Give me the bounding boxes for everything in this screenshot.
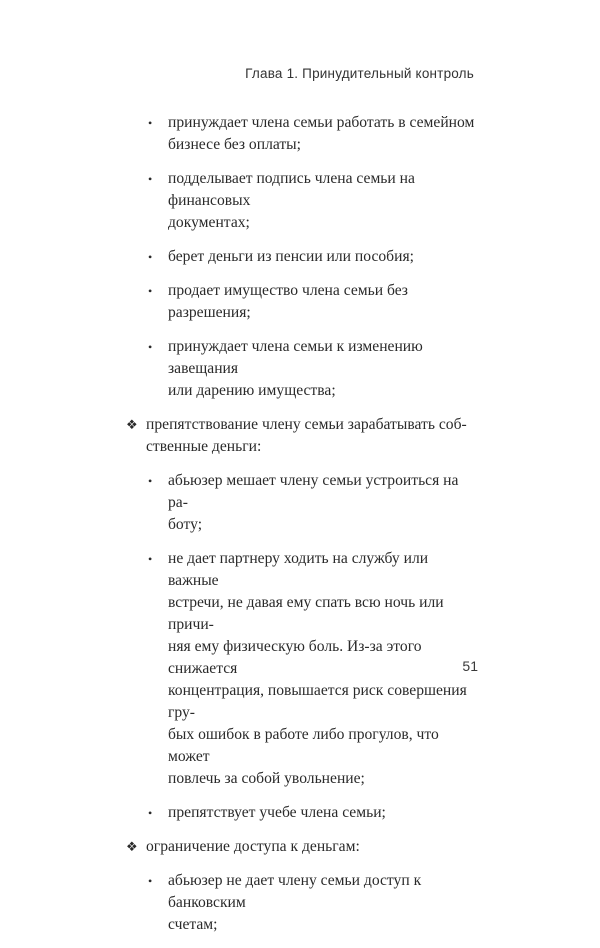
running-header: Глава 1. Принудительный контроль bbox=[245, 66, 474, 81]
list-item-line: подделывает подпись члена семьи на финансовых bbox=[168, 170, 415, 209]
bullet-marker: • bbox=[148, 552, 153, 566]
list-item-line: препятствует учебе члена семьи; bbox=[168, 804, 386, 821]
list-item-line: абьюзер мешает члену семьи устроиться на ра- bbox=[168, 472, 459, 511]
list-item-line: концентрация, повышается риск совершения гру- bbox=[168, 682, 467, 721]
list-item-top-level bbox=[126, 414, 478, 458]
list-item-line: бых ошибок в работе либо прогулов, что может bbox=[168, 726, 439, 765]
list-item-line: продает имущество члена семьи без разрешения; bbox=[168, 282, 408, 321]
list-item-top-level bbox=[126, 836, 478, 858]
list-item bbox=[148, 336, 478, 402]
list-item-line: бизнесе без оплаты; bbox=[168, 136, 301, 153]
bullet-marker: • bbox=[148, 806, 153, 820]
list-item-line: встречи, не давая ему спать всю ночь или причи- bbox=[168, 594, 444, 633]
list-item-line: счетам; bbox=[168, 916, 218, 933]
bullet-marker: • bbox=[148, 474, 153, 488]
bullet-marker: • bbox=[148, 116, 153, 130]
list-item bbox=[148, 548, 478, 790]
list-item-line: или дарению имущества; bbox=[168, 382, 336, 399]
list-item bbox=[148, 168, 478, 234]
list-item-line: документах; bbox=[168, 214, 250, 231]
list-item bbox=[148, 246, 478, 268]
diamond-bullet-icon: ❖ bbox=[126, 417, 138, 432]
list-item-line: повлечь за собой увольнение; bbox=[168, 770, 365, 787]
list-item bbox=[148, 112, 478, 156]
bullet-marker: • bbox=[148, 874, 153, 888]
list-item-line: берет деньги из пенсии или пособия; bbox=[168, 248, 414, 265]
page-number: 51 bbox=[462, 658, 478, 674]
list-item bbox=[148, 802, 478, 824]
bullet-marker: • bbox=[148, 172, 153, 186]
list-item-line: ограничение доступа к деньгам: bbox=[146, 838, 360, 855]
list-item-line: не дает партнеру ходить на службу или важные bbox=[168, 550, 429, 589]
bullet-marker: • bbox=[148, 340, 153, 354]
list-item-line: абьюзер не дает члену семьи доступ к банковским bbox=[168, 872, 422, 911]
bullet-marker: • bbox=[148, 284, 153, 298]
list-item bbox=[148, 870, 478, 936]
list-item-line: ственные деньги: bbox=[146, 438, 262, 455]
page-body bbox=[126, 112, 478, 948]
list-item bbox=[148, 470, 478, 536]
list-item bbox=[148, 280, 478, 324]
list-item-line: боту; bbox=[168, 516, 203, 533]
list-item-line: принуждает члена семьи к изменению завещания bbox=[168, 338, 423, 377]
list-item-line: препятствование члену семьи зарабатывать соб- bbox=[146, 416, 467, 433]
diamond-bullet-icon: ❖ bbox=[126, 839, 138, 854]
list-item-line: принуждает члена семьи работать в семейном bbox=[168, 114, 475, 131]
list-item-line: няя ему физическую боль. Из-за этого снижается bbox=[168, 638, 422, 677]
bullet-marker: • bbox=[148, 250, 153, 264]
